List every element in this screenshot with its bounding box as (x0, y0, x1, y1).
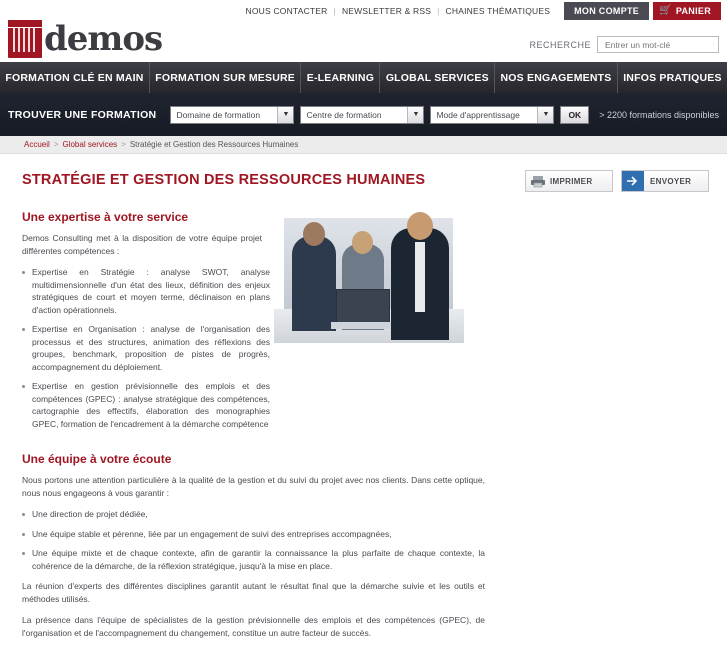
section2-intro: Nous portons une attention particulière à la qualité de la gestion et du suivi du projet avec nos clients. Dans cette optique, nous nous engageons à vous garantir : (22, 474, 485, 500)
training-finder-title: TROUVER UNE FORMATION (8, 109, 156, 121)
list-item: Une équipe mixte et de chaque contexte, afin de garantir la connaissance la plus parfaite de chaque contexte, la cohérence de la démarche, de la réflexion stratégique, jusqu'à la mise en place. (22, 547, 485, 572)
topbar-separator: | (334, 6, 336, 16)
search-label: RECHERCHE (529, 40, 591, 50)
site-search (529, 36, 719, 53)
search-box[interactable] (597, 36, 719, 53)
section1-intro: Demos Consulting met à la disposition de votre équipe projet différentes compétences : (22, 232, 262, 258)
print-label: IMPRIMER (550, 177, 592, 186)
shopping-cart-icon: 🛒 (659, 6, 672, 16)
select-domaine-de-formation[interactable] (170, 106, 294, 124)
select-mode-value: Mode d'apprentissage (436, 110, 519, 120)
breadcrumb-home[interactable]: Accueil (24, 140, 50, 149)
list-item: Une direction de projet dédiée, (22, 508, 485, 521)
list-item: Expertise en Stratégie : analyse SWOT, analyse multidimensionnelle d'un état des lieux, définition des enjeux stratégiques de court et moyen terme, déclinaison en plans d'action opérationnels. (22, 266, 270, 316)
photo-person-left (292, 236, 336, 331)
main-content (0, 154, 727, 648)
section1-bullet-list (22, 266, 270, 430)
select-mode-apprentissage[interactable] (430, 106, 554, 124)
send-label: ENVOYER (650, 177, 691, 186)
cart-button[interactable] (653, 2, 721, 20)
breadcrumb (0, 136, 727, 154)
topbar-link-contact[interactable]: NOUS CONTACTER (240, 6, 334, 16)
section-heading-equipe: Une équipe à votre écoute (22, 452, 727, 466)
business-team-meeting-photo (284, 218, 453, 343)
cart-label: PANIER (676, 6, 711, 16)
nav-item-formation-sur-mesure[interactable]: FORMATION SUR MESURE (150, 62, 301, 93)
breadcrumb-separator: > (54, 140, 59, 149)
nav-item-formation-cle-en-main[interactable]: FORMATION CLÉ EN MAIN (0, 62, 150, 93)
breadcrumb-current: Stratégie et Gestion des Ressources Humaines (130, 140, 299, 149)
section-heading-expertise: Une expertise à votre service (22, 210, 727, 224)
select-domaine-value: Domaine de formation (176, 110, 260, 120)
section2-closing-2: La présence dans l'équipe de spécialistes de la gestion prévisionnelle des emplois et des compétences (GPEC), de l'organisation et de l'accompagnement du changement, constitue un autre facteur de succès. (22, 614, 485, 640)
formations-count-label: > 2200 formations disponibles (599, 110, 719, 120)
training-finder-bar (0, 93, 727, 136)
chevron-down-icon: ▼ (407, 107, 423, 123)
site-header (0, 22, 727, 62)
printer-icon (526, 171, 550, 191)
breadcrumb-separator: > (121, 140, 126, 149)
topbar-link-chaines[interactable]: CHAINES THÉMATIQUES (440, 6, 557, 16)
nav-item-global-services[interactable]: GLOBAL SERVICES (380, 62, 495, 93)
list-item: Expertise en gestion prévisionnelle des emplois et des compétences (GPEC) : analyse stratégique des compétences, cartographie des effectifs, élaboration des monographies GPEC, formation de l'encadrement à la démarche compétence (22, 380, 270, 430)
send-button[interactable] (621, 170, 709, 192)
section2-bullet-list (22, 508, 485, 572)
page-actions (525, 170, 709, 192)
logo-wordmark: demos (44, 20, 162, 58)
list-item: Une équipe stable et pérenne, liée par un engagement de suivi des entreprises accompagnées, (22, 528, 485, 541)
print-button[interactable] (525, 170, 613, 192)
nav-item-nos-engagements[interactable]: NOS ENGAGEMENTS (495, 62, 618, 93)
nav-item-infos-pratiques[interactable]: INFOS PRATIQUES (618, 62, 727, 93)
main-navigation (0, 62, 727, 93)
topbar-link-newsletter[interactable]: NEWSLETTER & RSS (336, 6, 437, 16)
breadcrumb-global-services[interactable]: Global services (62, 140, 117, 149)
list-item: Expertise en Organisation : analyse de l'organisation des processus et des structures, animation des réflexions des groupes, benchmark, proposition de pistes de progrès, accompagnement du déploiement. (22, 323, 270, 373)
topbar-separator: | (437, 6, 439, 16)
filter-submit-button[interactable]: OK (560, 106, 589, 124)
search-input[interactable] (603, 39, 707, 51)
my-account-button[interactable]: MON COMPTE (564, 2, 649, 20)
nav-item-e-learning[interactable]: E-LEARNING (301, 62, 380, 93)
photo-laptop (336, 289, 390, 323)
send-arrow-icon (622, 171, 644, 191)
page-title: STRATÉGIE ET GESTION DES RESSOURCES HUMAINES (22, 172, 727, 188)
chevron-down-icon: ▼ (277, 107, 293, 123)
select-centre-value: Centre de formation (306, 110, 381, 120)
photo-person-right (391, 228, 449, 340)
search-icon[interactable] (707, 38, 720, 51)
site-logo[interactable] (8, 20, 162, 58)
demos-building-logo-icon (8, 20, 42, 58)
chevron-down-icon: ▼ (537, 107, 553, 123)
section2-closing-1: La réunion d'experts des différentes disciplines garantit autant le résultat final que la démarche suivie et les outils et méthodes utilisés. (22, 580, 485, 606)
select-centre-de-formation[interactable] (300, 106, 424, 124)
